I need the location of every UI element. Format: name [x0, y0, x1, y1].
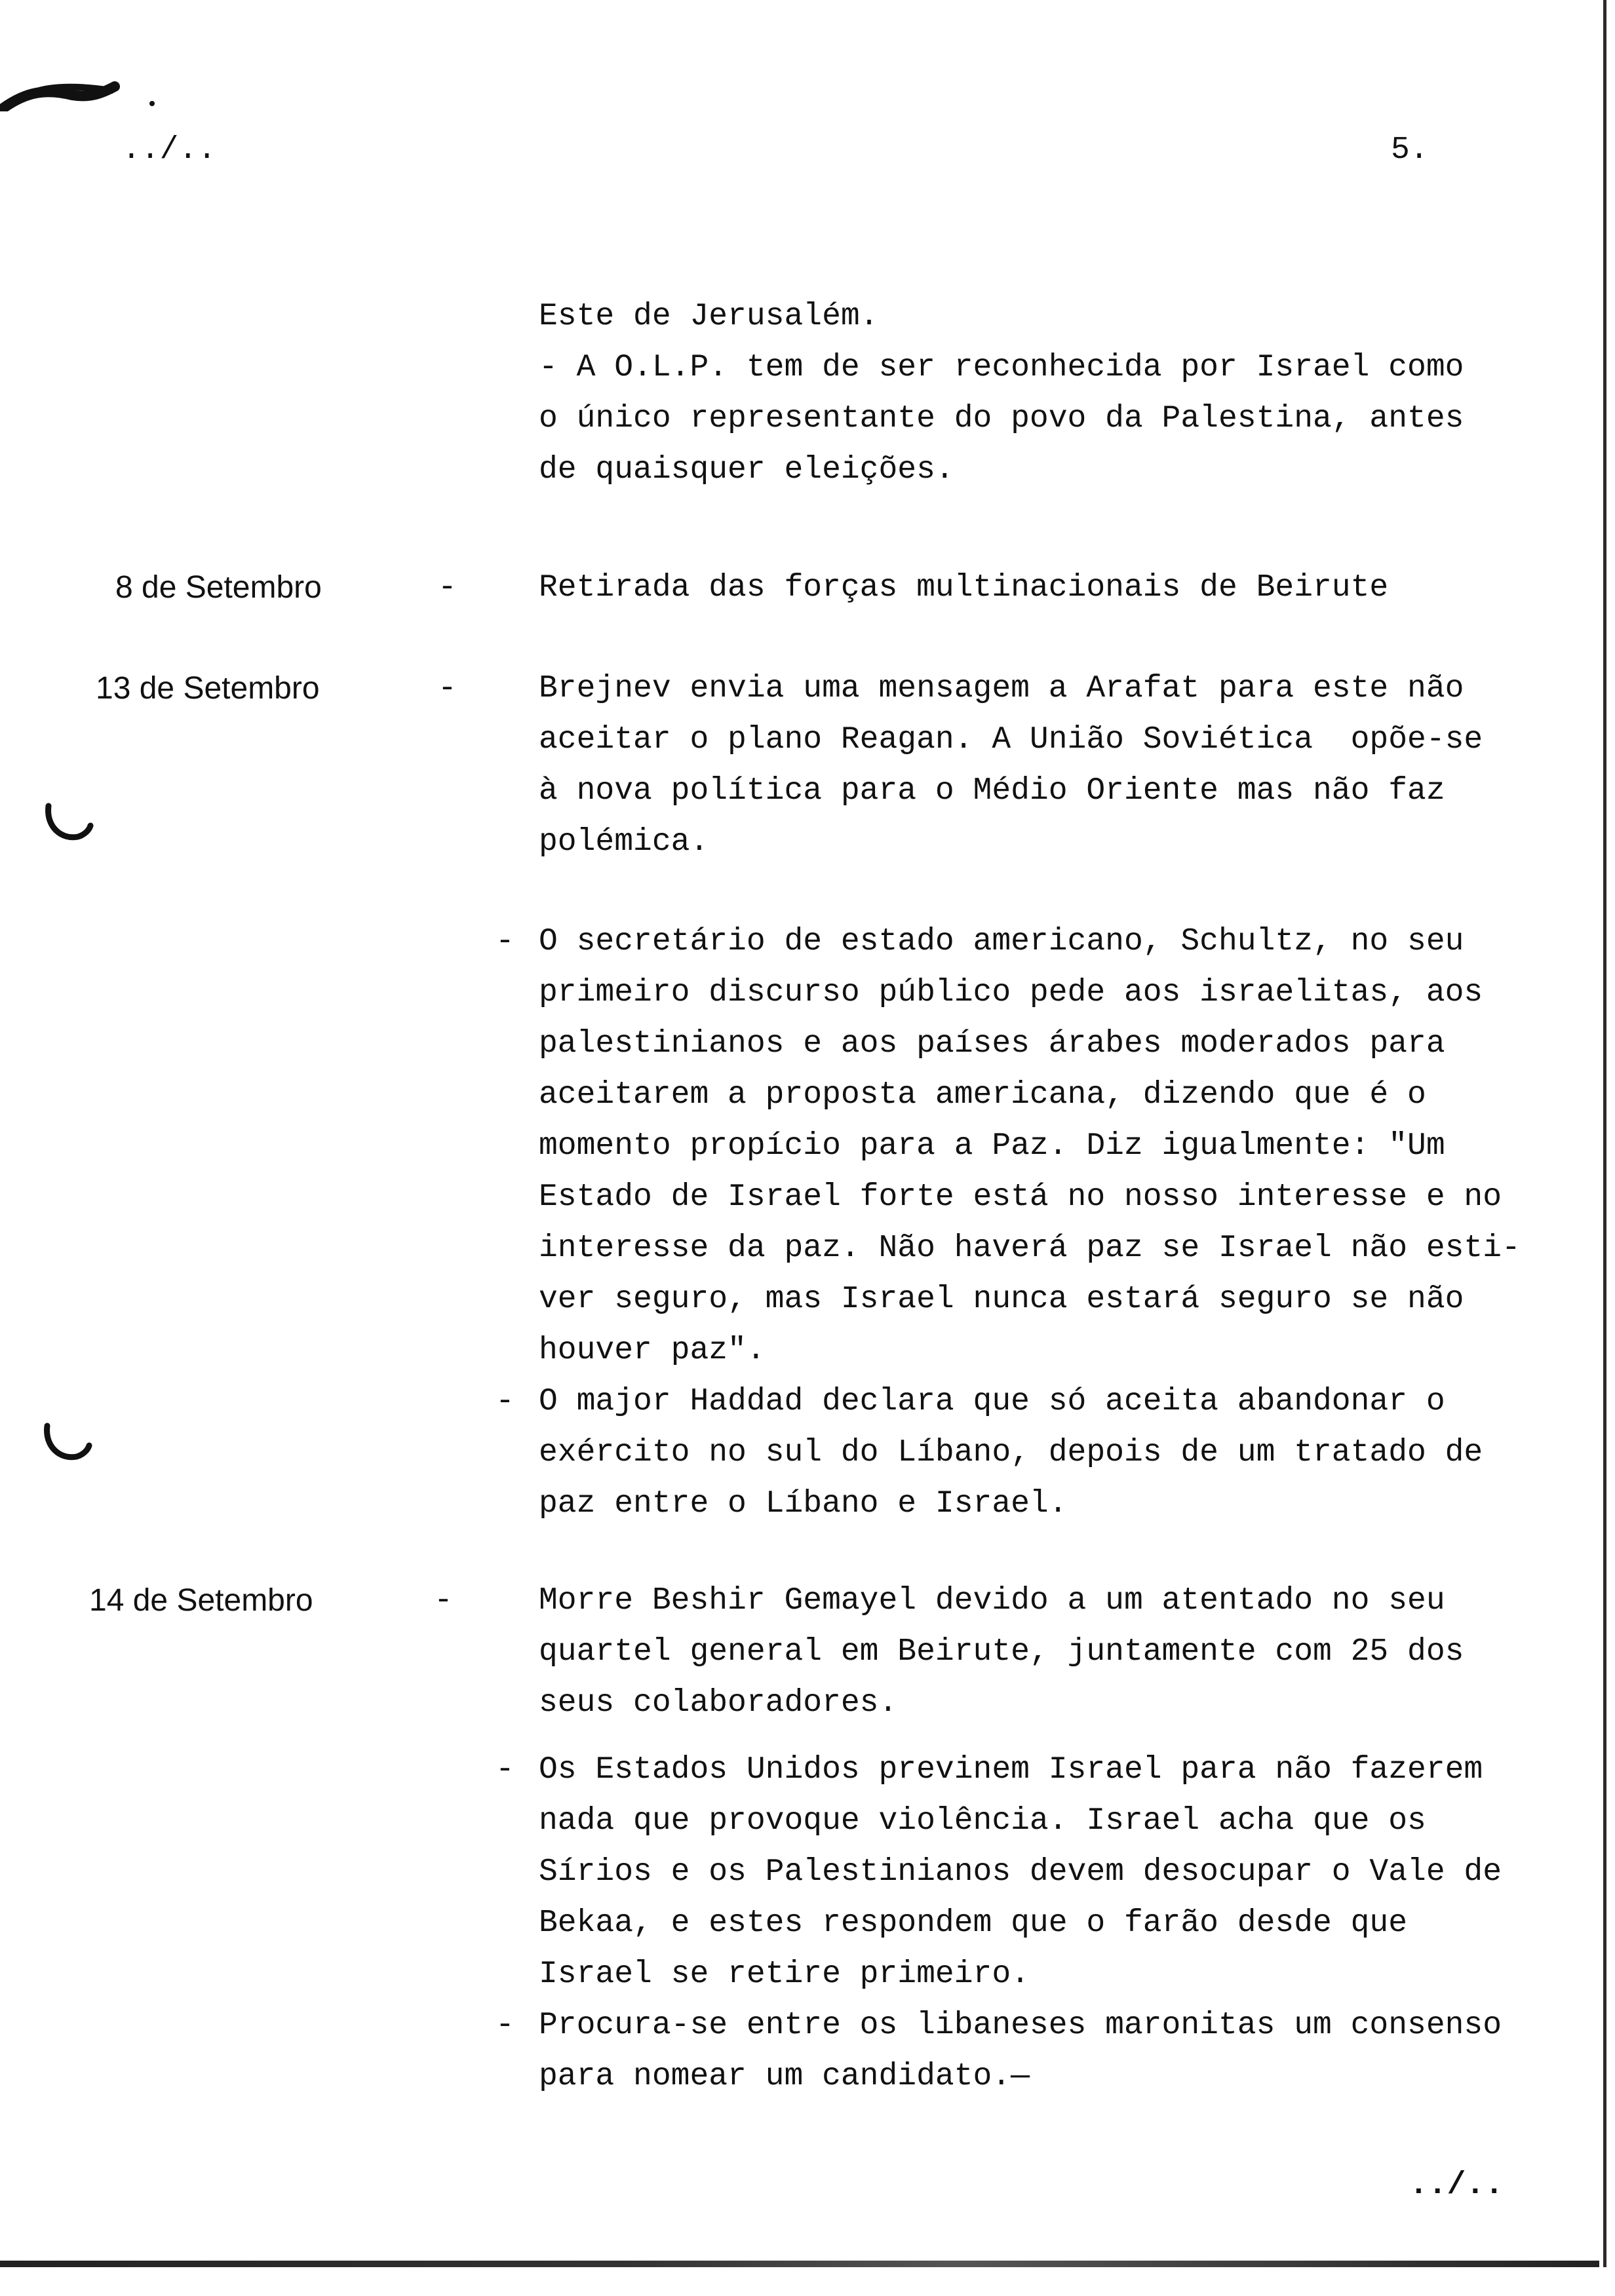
- entry-body: [539, 1575, 1581, 1729]
- entry-date: 14 de Setembro: [89, 1583, 313, 1618]
- intro-block: [539, 291, 1581, 495]
- text-line: polémica.: [539, 824, 709, 860]
- page-edge-right: [1603, 0, 1606, 2267]
- text-line: à nova política para o Médio Oriente mas não faz: [539, 773, 1445, 809]
- entry-separator: -: [438, 570, 457, 605]
- entry-separator: -: [434, 1583, 453, 1618]
- text-line: exército no sul do Líbano, depois de um tratado de: [539, 1435, 1483, 1470]
- text-line: Estado de Israel forte está no nosso interesse e no: [539, 1179, 1502, 1215]
- text-line: Bekaa, e estes respondem que o farão desde que: [539, 1905, 1408, 1941]
- bullet-dash: -: [496, 2008, 515, 2043]
- text-line: seus colaboradores.: [539, 1685, 898, 1721]
- text-line: para nomear um candidato.—: [539, 2059, 1030, 2094]
- entry-date: 13 de Setembro: [96, 671, 320, 706]
- text-line: Morre Beshir Gemayel devido a um atentado no seu: [539, 1583, 1445, 1618]
- text-line: Este de Jerusalém.: [539, 299, 879, 334]
- entry-body: [539, 562, 1581, 613]
- entry-body: [539, 663, 1581, 868]
- text-line: momento propício para a Paz. Diz igualmente: "Um: [539, 1128, 1445, 1164]
- text-line: primeiro discurso público pede aos israelitas, aos: [539, 975, 1483, 1010]
- bullet-paragraph: [496, 2000, 1581, 2102]
- text-line: O major Haddad declara que só aceita abandonar o: [539, 1384, 1445, 1419]
- page-number: 5.: [1391, 132, 1429, 168]
- page-edge-bottom: [0, 2261, 1599, 2267]
- text-line: Procura-se entre os libaneses maronitas um consenso: [539, 2008, 1502, 2043]
- bullet-dash: -: [496, 924, 515, 959]
- continuation-marker-top: ../..: [122, 132, 217, 168]
- bullet-dash: -: [496, 1384, 515, 1419]
- bullet-dash: -: [496, 1752, 515, 1788]
- text-line: - A O.L.P. tem de ser reconhecida por Israel como: [539, 350, 1464, 385]
- text-line: nada que provoque violência. Israel acha que os: [539, 1803, 1426, 1839]
- entry-date: 8 de Setembro: [115, 570, 322, 605]
- text-line: Sírios e os Palestinianos devem desocupar o Vale de: [539, 1854, 1502, 1890]
- continuation-marker-bottom: ../..: [1409, 2168, 1504, 2203]
- text-line: interesse da paz. Não haverá paz se Israel não esti-: [539, 1231, 1521, 1266]
- punch-hole-mark-upper: [42, 801, 94, 847]
- text-line: ver seguro, mas Israel nunca estará seguro se não: [539, 1282, 1464, 1317]
- text-line: quartel general em Beirute, juntamente com 25 dos: [539, 1634, 1464, 1670]
- text-line: houver paz".: [539, 1333, 766, 1368]
- punch-hole-mark-lower: [41, 1421, 93, 1466]
- text-line: Brejnev envia uma mensagem a Arafat para este não: [539, 671, 1464, 706]
- text-line: palestinianos e aos países árabes moderados para: [539, 1026, 1445, 1062]
- text-line: Retirada das forças multinacionais de Beirute: [539, 570, 1389, 605]
- text-line: Os Estados Unidos previnem Israel para não fazerem: [539, 1752, 1483, 1788]
- text-line: o único representante do povo da Palestina, antes: [539, 401, 1464, 436]
- text-line: aceitarem a proposta americana, dizendo que é o: [539, 1077, 1426, 1113]
- text-line: aceitar o plano Reagan. A União Soviética opõe-se: [539, 722, 1483, 757]
- text-line: paz entre o Líbano e Israel.: [539, 1486, 1068, 1521]
- text-line: O secretário de estado americano, Schultz, no seu: [539, 924, 1464, 959]
- bullet-paragraph: [496, 1376, 1581, 1529]
- ink-stroke-mark: [0, 39, 157, 111]
- entry-separator: -: [438, 671, 457, 706]
- text-line: de quaisquer eleições.: [539, 452, 954, 488]
- text-line: Israel se retire primeiro.: [539, 1957, 1030, 1992]
- bullet-paragraph: [496, 916, 1581, 1376]
- bullet-paragraph: [496, 1744, 1581, 2000]
